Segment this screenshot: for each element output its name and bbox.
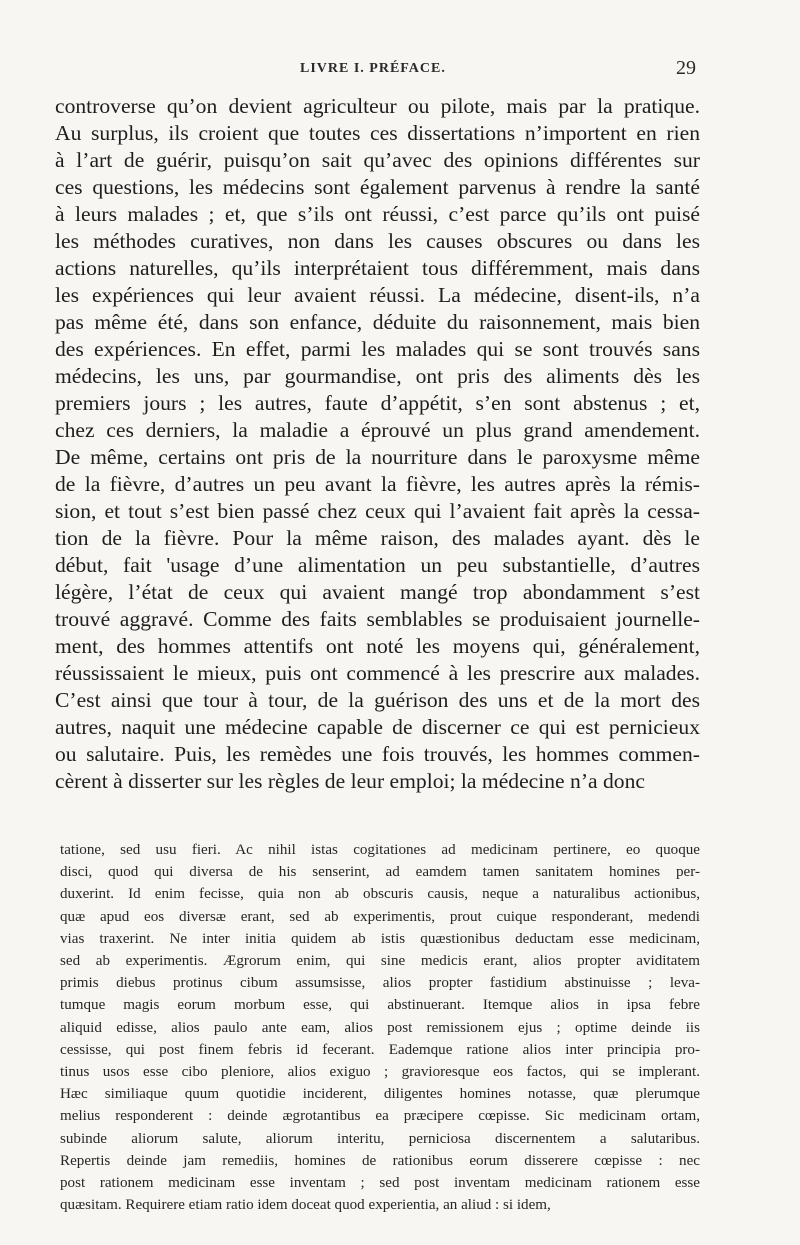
latin-text-line: quæ apud eos diversæ erant, sed ab experimentis, prout cuique responderant, medendi xyxy=(60,908,700,925)
french-text-line: tion de la fièvre. Pour la même raison, des malades ayant. dès le xyxy=(55,526,700,550)
latin-text-line: aliquid edisse, alios paulo ante eam, alios post remissionem ejus ; optime deinde iis xyxy=(60,1019,700,1036)
french-text-line: De même, certains ont pris de la nourriture dans le paroxysme même xyxy=(55,445,700,469)
latin-text-line: tatione, sed usu fieri. Ac nihil istas cogitationes ad medicinam pertinere, eo quoque xyxy=(60,842,700,858)
french-text-line: des expériences. En effet, parmi les malades qui se sont trouvés sans xyxy=(55,337,700,361)
french-text-line: à l’art de guérir, puisqu’on sait qu’avec des opinions différentes sur xyxy=(55,148,700,172)
latin-footnote-text xyxy=(60,839,700,1216)
latin-text-line: disci, quod qui diversa de his senserint, ad eamdem tamen sanitatem homines per- xyxy=(60,864,700,881)
latin-text-line: duxerint. Id enim fecisse, quia non ab obscuris causis, neque a naturalibus actionibus, xyxy=(60,886,700,903)
french-text-line: C’est ainsi que tour à tour, de la guérison des uns et de la mort des xyxy=(55,688,700,712)
latin-text-line: cessisse, qui post finem febris id fecerant. Eademque ratione alios inter principia pro- xyxy=(60,1041,700,1058)
latin-text-line: Hæc similiaque quum quotidie inciderent, diligentes homines notasse, quæ plerumque xyxy=(60,1086,700,1103)
latin-text-line: post rationem medicinam esse inventam ; sed post inventam medicinam rationem esse xyxy=(60,1175,700,1192)
latin-text-line: sed ab experimentis. Ægrorum enim, qui sine medicis erant, alios propter aviditatem xyxy=(60,953,700,970)
latin-text-line: tinus usos esse cibo pleniore, alios exiguo ; gravioresque eos factos, qui se implerant. xyxy=(60,1064,700,1081)
page-number: 29 xyxy=(676,57,696,79)
french-text-line: pas même été, dans son enfance, déduite du raisonnement, mais bien xyxy=(55,310,700,334)
french-text-line: ces questions, les médecins sont également parvenus à rendre la santé xyxy=(55,175,700,199)
french-text-line: les méthodes curatives, non dans les causes obscures ou dans les xyxy=(55,229,700,253)
french-text-line: réussissaient le mieux, puis ont commencé à les prescrire aux malades. xyxy=(55,661,700,685)
french-text-line: ou salutaire. Puis, les remèdes une fois trouvés, les hommes commen- xyxy=(55,742,700,766)
latin-text-line: tumque magis eorum morbum esse, qui abstinuerant. Itemque alios in ipsa febre xyxy=(60,997,700,1014)
latin-text-line: vias traxerint. Ne inter initia quidem ab istis quæstionibus deductam esse medicinam, xyxy=(60,930,700,947)
french-text-line: cèrent à disserter sur les règles de leur emploi; la médecine n’a donc xyxy=(55,769,645,793)
latin-text-line: quæsitam. Requirere etiam ratio idem doceat quod experientia, an aliud : si idem, xyxy=(60,1197,551,1214)
french-text-line: de la fièvre, d’autres un peu avant la fièvre, les autres après la rémis- xyxy=(55,472,700,496)
french-text-line: les expériences qui leur avaient réussi. La médecine, disent-ils, n’a xyxy=(55,283,700,307)
french-text-line: autres, naquit une médecine capable de discerner ce qui est pernicieux xyxy=(55,715,700,739)
french-text-line: ment, des hommes attentifs ont noté les moyens qui, généralement, xyxy=(55,634,700,658)
latin-text-line: subinde aliorum salute, aliorum interitu, perniciosa discernentem a salutaribus. xyxy=(60,1130,700,1147)
latin-text-line: melius responderent : deinde ægrotantibus ea præcipere cœpisse. Sic medicinam ortam, xyxy=(60,1108,700,1125)
french-text-line: début, fait 'usage d’une alimentation un peu substantielle, d’autres xyxy=(55,553,700,577)
french-text-line: médecins, les uns, par gourmandise, ont pris des aliments dès les xyxy=(55,364,700,388)
running-title: LIVRE I. PRÉFACE. xyxy=(300,61,446,76)
french-text-line: Au surplus, ils croient que toutes ces dissertations n’importent en rien xyxy=(55,121,700,145)
french-text-line: controverse qu’on devient agriculteur ou pilote, mais par la pratique. xyxy=(55,94,700,118)
french-text-line: premiers jours ; les autres, faute d’appétit, s’en sont abstenus ; et, xyxy=(55,391,700,415)
french-text-line: trouvé aggravé. Comme des faits semblables se produisaient journelle- xyxy=(55,607,700,631)
french-text-line: actions naturelles, qu’ils interprétaient tous différemment, mais dans xyxy=(55,256,700,280)
latin-text-line: Repertis deinde jam remediis, homines de rationibus eorum disserere cœpisse : nec xyxy=(60,1152,700,1169)
french-text-line: sion, et tout s’est bien passé chez ceux qui l’avaient fait après la cessa- xyxy=(55,499,700,523)
french-translation-text xyxy=(55,93,700,795)
french-text-line: à leurs malades ; et, que s’ils ont réussi, c’est parce qu’ils ont puisé xyxy=(55,202,700,226)
latin-text-line: primis diebus protinus cibum assumsisse, alios propter fastidium abstinuisse ; leva- xyxy=(60,975,700,992)
page-header xyxy=(0,57,800,84)
french-text-line: chez ces derniers, la maladie a éprouvé un plus grand amendement. xyxy=(55,418,700,442)
french-text-line: légère, l’état de ceux qui avaient mangé trop abondamment s’est xyxy=(55,580,700,604)
